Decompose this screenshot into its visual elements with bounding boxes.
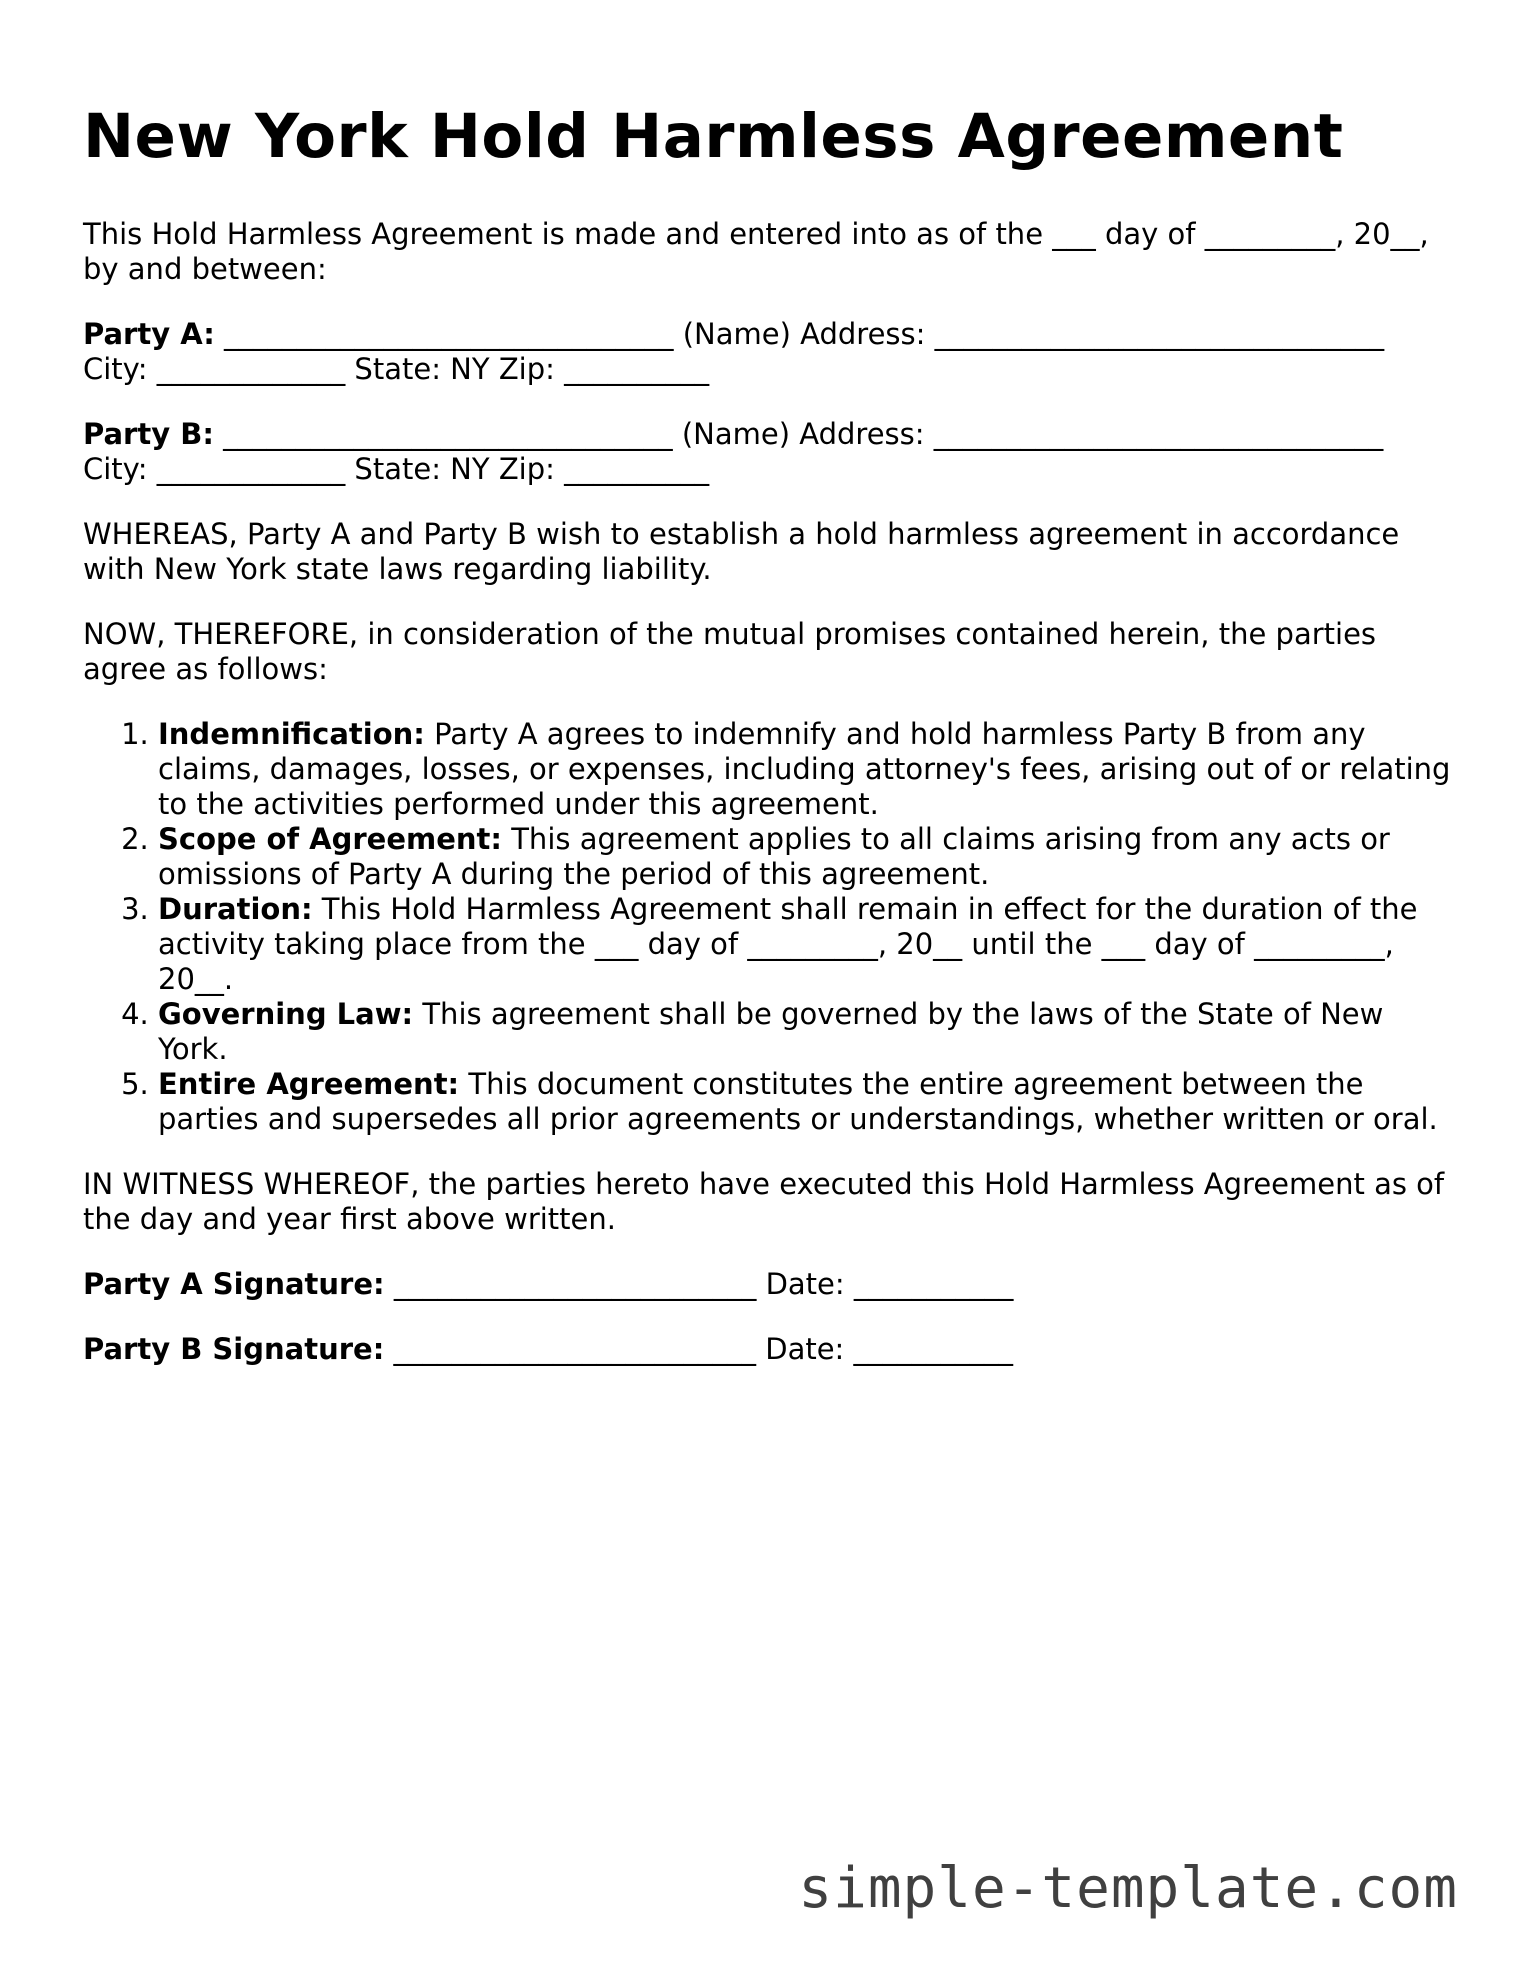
document-title: New York Hold Harmless Agreement xyxy=(83,101,1344,172)
therefore-paragraph: NOW, THEREFORE, in consideration of the mutual promises contained herein, the parties agree as follows: xyxy=(83,617,1377,687)
clause-text: Party A agrees to indemnify and hold harmless Party B from any claims, damages, losses, or expenses, including attorney's fees, arising out of or relating to the activities performed under this agreement. xyxy=(158,717,1451,822)
intro-paragraph: This Hold Harmless Agreement is made and entered into as of the ___ day of _________, 20__, by and between: xyxy=(83,217,1429,287)
party-b-fields: _______________________________ (Name) Address: _______________________________ City: _____________ State: NY Zip: __________ xyxy=(83,417,1384,487)
clause-item xyxy=(158,1067,1453,1137)
clause-text: This agreement shall be governed by the laws of the State of New York. xyxy=(158,997,1384,1067)
signature-fields: _________________________ Date: ___________ xyxy=(393,1267,1014,1302)
party-b-label: Party B: xyxy=(83,417,214,452)
clause-item xyxy=(158,717,1453,822)
document-page xyxy=(83,100,1453,1397)
clause-item xyxy=(158,997,1453,1067)
witness-paragraph: IN WITNESS WHEREOF, the parties hereto have executed this Hold Harmless Agreement as of the day and year first above written. xyxy=(83,1167,1445,1237)
party-b-signature-line xyxy=(83,1332,1453,1367)
watermark-text: simple-template.com xyxy=(798,1856,1458,1921)
party-a-block xyxy=(83,317,1453,387)
clause-label: Scope of Agreement: xyxy=(158,822,502,857)
party-a-signature-line xyxy=(83,1267,1453,1302)
clause-list xyxy=(83,717,1453,1137)
clause-label: Entire Agreement: xyxy=(158,1067,460,1102)
signature-label: Party A Signature: xyxy=(83,1267,385,1302)
clause-item xyxy=(158,892,1453,997)
party-a-fields: _______________________________ (Name) Address: _______________________________ City: _____________ State: NY Zip: __________ xyxy=(83,317,1385,387)
clause-text: This Hold Harmless Agreement shall remain in effect for the duration of the activity taking place from the ___ day of _________, 20__ until the ___ day of _________, 20__. xyxy=(158,892,1418,997)
party-b-block xyxy=(83,417,1453,487)
clause-label: Governing Law: xyxy=(158,997,414,1032)
signature-fields: _________________________ Date: ___________ xyxy=(393,1332,1014,1367)
whereas-paragraph: WHEREAS, Party A and Party B wish to establish a hold harmless agreement in accordance with New York state laws regarding liability. xyxy=(83,517,1400,587)
clause-label: Duration: xyxy=(158,892,313,927)
clause-text: This agreement applies to all claims arising from any acts or omissions of Party A during the period of this agreement. xyxy=(158,822,1390,892)
signature-label: Party B Signature: xyxy=(83,1332,385,1367)
clause-label: Indemnification: xyxy=(158,717,425,752)
clause-item xyxy=(158,822,1453,892)
clause-text: This document constitutes the entire agreement between the parties and supersedes all prior agreements or understandings, whether written or oral. xyxy=(158,1067,1438,1137)
party-a-label: Party A: xyxy=(83,317,215,352)
